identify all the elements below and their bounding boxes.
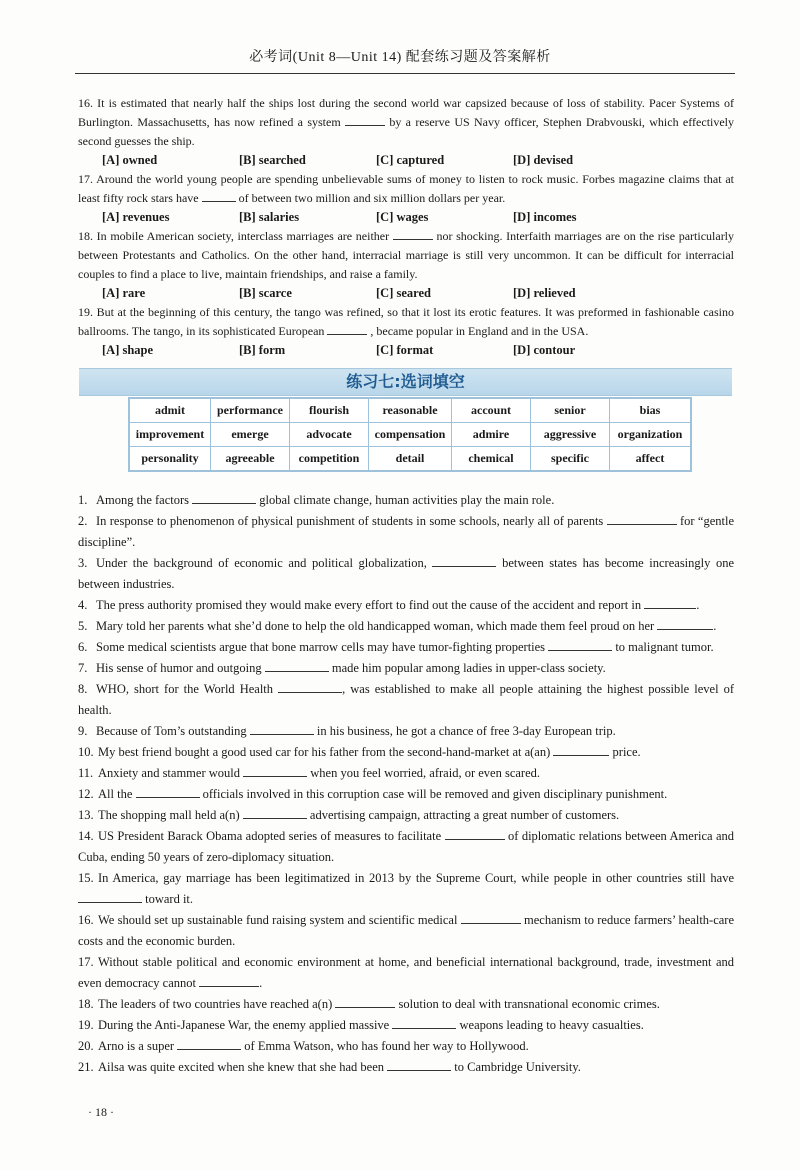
word-cell: flourish xyxy=(290,398,369,423)
question-number: 16. xyxy=(78,96,93,110)
page-header xyxy=(0,0,800,72)
option-b[interactable]: [B] searched xyxy=(239,153,306,167)
word-cell: reasonable xyxy=(369,398,452,423)
option-c[interactable]: [C] wages xyxy=(376,210,429,224)
option-b[interactable]: [B] salaries xyxy=(239,210,300,224)
fill-item-4: 4. The press authority promised they would make every effort to find out the cause of the accident and report in . xyxy=(78,598,700,612)
answer-blank[interactable] xyxy=(243,807,307,819)
answer-blank[interactable] xyxy=(78,891,142,903)
word-cell: specific xyxy=(531,447,610,472)
word-cell: improvement xyxy=(129,423,211,447)
question-text: But at the beginning of this century, the tango was refined, so that it lost its erotic features. It was preformed in fashionable casino ballrooms. The tango, in its sophisticated European xyxy=(78,305,735,338)
word-cell: organization xyxy=(610,423,692,447)
header-divider xyxy=(75,73,735,74)
option-c[interactable]: [C] captured xyxy=(376,153,445,167)
exercise-banner: 练习七:选词填空 xyxy=(79,368,732,396)
question-text: nor shocking. Interfaith marriages are on the rise particularly between Protestants and Catholics. On the other hand, interracial marriage is still very uncommon. It can be difficult for interracial couples to find a place to live, maintain friendships, and raise a family. xyxy=(78,229,735,281)
fill-item-11: 11. Anxiety and stammer would when you feel worried, afraid, or even scared. xyxy=(78,766,541,780)
answer-blank[interactable] xyxy=(243,765,307,777)
word-cell: advocate xyxy=(290,423,369,447)
fill-item-20: 20. Arno is a super of Emma Watson, who has found her way to Hollywood. xyxy=(78,1039,529,1053)
option-a[interactable]: [A] revenues xyxy=(102,210,170,224)
question-number: 18. xyxy=(78,229,93,243)
fill-item-16: 16. We should set up sustainable fund raising system and scientific medical mechanism to reduce farmers’ health-care costs and the economic burden. xyxy=(78,913,735,948)
answer-blank[interactable] xyxy=(461,912,521,924)
page-title: 必考词(Unit 8—Unit 14) 配套练习题及答案解析 xyxy=(249,50,551,65)
question-text: It is estimated that nearly half the ships lost during the second world war capsized because of loss of stability. Pacer Systems of Burlington. Massachusetts, has now refined a system xyxy=(78,96,734,129)
word-cell: chemical xyxy=(452,447,531,472)
word-cell: performance xyxy=(211,398,290,423)
option-a[interactable]: [A] shape xyxy=(102,343,154,357)
option-d[interactable]: [D] contour xyxy=(513,343,576,357)
options-17 xyxy=(102,208,734,227)
word-cell: account xyxy=(452,398,531,423)
option-d[interactable]: [D] devised xyxy=(513,153,574,167)
question-text: Around the world young people are spending unbelievable sums of money to listen to rock music. Forbes magazine claims that at least fifty rock stars have xyxy=(78,172,734,205)
word-cell: agreeable xyxy=(211,447,290,472)
answer-blank[interactable] xyxy=(644,597,696,609)
question-text: In mobile American society, interclass marriages are neither xyxy=(96,229,390,243)
word-cell: emerge xyxy=(211,423,290,447)
question-17 xyxy=(78,170,734,208)
fill-item-13: 13. The shopping mall held a(n) advertising campaign, attracting a great number of customers. xyxy=(78,808,620,822)
answer-blank[interactable] xyxy=(327,323,367,335)
option-c[interactable]: [C] format xyxy=(376,343,434,357)
fill-item-18: 18. The leaders of two countries have reached a(n) solution to deal with transnational economic crimes. xyxy=(78,997,660,1011)
answer-blank[interactable] xyxy=(250,723,314,735)
options-18 xyxy=(102,284,734,303)
answer-blank[interactable] xyxy=(607,513,677,525)
question-16 xyxy=(78,94,734,151)
question-18 xyxy=(78,227,734,284)
fill-item-5: 5. Mary told her parents what she’d done to help the old handicapped woman, which made them feel proud on her . xyxy=(78,619,717,633)
question-text: , became popular in England and in the USA. xyxy=(370,324,589,338)
fill-item-12: 12. All the officials involved in this corruption case will be removed and given disciplinary punishment. xyxy=(78,787,668,801)
word-row xyxy=(129,423,691,447)
question-text: of between two million and six million dollars per year. xyxy=(238,191,506,205)
answer-blank[interactable] xyxy=(177,1038,241,1050)
answer-blank[interactable] xyxy=(392,1017,456,1029)
answer-blank[interactable] xyxy=(202,190,236,202)
multiple-choice-section xyxy=(78,94,734,360)
option-b[interactable]: [B] scarce xyxy=(239,286,292,300)
answer-blank[interactable] xyxy=(553,744,609,756)
word-cell: admire xyxy=(452,423,531,447)
question-number: 19. xyxy=(78,305,93,319)
fill-item-9: 9. Because of Tom’s outstanding in his business, he got a chance of free 3-day European trip. xyxy=(78,724,616,738)
option-c[interactable]: [C] seared xyxy=(376,286,431,300)
question-19 xyxy=(78,303,734,341)
word-bank-table xyxy=(128,397,692,472)
fill-item-6: 6. Some medical scientists argue that bone marrow cells may have tumor-fighting properties to malignant tumor. xyxy=(78,640,714,654)
fill-item-21: 21. Ailsa was quite excited when she knew that she had been to Cambridge University. xyxy=(78,1060,581,1074)
answer-blank[interactable] xyxy=(136,786,200,798)
answer-blank[interactable] xyxy=(192,492,256,504)
answer-blank[interactable] xyxy=(345,114,385,126)
fill-item-8: 8. WHO, short for the World Health , was established to make all people attaining the highest possible level of health. xyxy=(78,682,735,717)
word-cell: bias xyxy=(610,398,692,423)
word-cell: competition xyxy=(290,447,369,472)
option-d[interactable]: [D] relieved xyxy=(513,286,576,300)
word-cell: admit xyxy=(129,398,211,423)
fill-item-3: 3. Under the background of economic and political globalization, between states has become increasingly one between industries. xyxy=(78,556,734,591)
answer-blank[interactable] xyxy=(445,828,505,840)
answer-blank[interactable] xyxy=(657,618,713,630)
word-cell: senior xyxy=(531,398,610,423)
question-number: 17. xyxy=(78,172,93,186)
question-text: by a reserve US Navy officer, Stephen Drabvouski, which effectively second guesses the ship. xyxy=(78,115,735,148)
word-cell: affect xyxy=(610,447,692,472)
options-19 xyxy=(102,341,734,360)
option-a[interactable]: [A] rare xyxy=(102,286,146,300)
fill-item-2: 2. In response to phenomenon of physical punishment of students in some schools, nearly all of parents for “gentle discipline”. xyxy=(78,514,735,549)
answer-blank[interactable] xyxy=(265,660,329,672)
fill-item-10: 10. My best friend bought a good used car for his father from the second-hand-market at a(an) price. xyxy=(78,745,641,759)
word-cell: personality xyxy=(129,447,211,472)
answer-blank[interactable] xyxy=(432,555,496,567)
fill-item-14: 14. US President Barack Obama adopted series of measures to facilitate of diplomatic relations between America and Cuba, ending 50 years of zero-diplomacy situation. xyxy=(78,829,735,864)
answer-blank[interactable] xyxy=(199,975,259,987)
answer-blank[interactable] xyxy=(335,996,395,1008)
word-cell: compensation xyxy=(369,423,452,447)
option-b[interactable]: [B] form xyxy=(239,343,286,357)
answer-blank[interactable] xyxy=(387,1059,451,1071)
fill-in-section xyxy=(78,490,734,1078)
answer-blank[interactable] xyxy=(393,228,433,240)
fill-item-17: 17. Without stable political and economic environment at home, and beneficial international background, trade, investment and even democracy cannot . xyxy=(78,955,734,990)
word-row xyxy=(129,398,691,423)
fill-item-1: 1. Among the factors global climate change, human activities play the main role. xyxy=(78,493,555,507)
option-a[interactable]: [A] owned xyxy=(102,153,158,167)
fill-item-15: 15. In America, gay marriage has been legitimatized in 2013 by the Supreme Court, while people in other countries still have toward it. xyxy=(78,871,734,906)
word-cell: aggressive xyxy=(531,423,610,447)
answer-blank[interactable] xyxy=(548,639,612,651)
page-number: · 18 · xyxy=(88,1105,114,1119)
fill-item-19: 19. During the Anti-Japanese War, the enemy applied massive weapons leading to heavy casualties. xyxy=(78,1018,644,1032)
fill-item-7: 7. His sense of humor and outgoing made him popular among ladies in upper-class society. xyxy=(78,661,606,675)
options-16 xyxy=(102,151,734,170)
word-cell: detail xyxy=(369,447,452,472)
answer-blank[interactable] xyxy=(278,681,342,693)
word-row xyxy=(129,447,691,472)
option-d[interactable]: [D] incomes xyxy=(513,210,577,224)
